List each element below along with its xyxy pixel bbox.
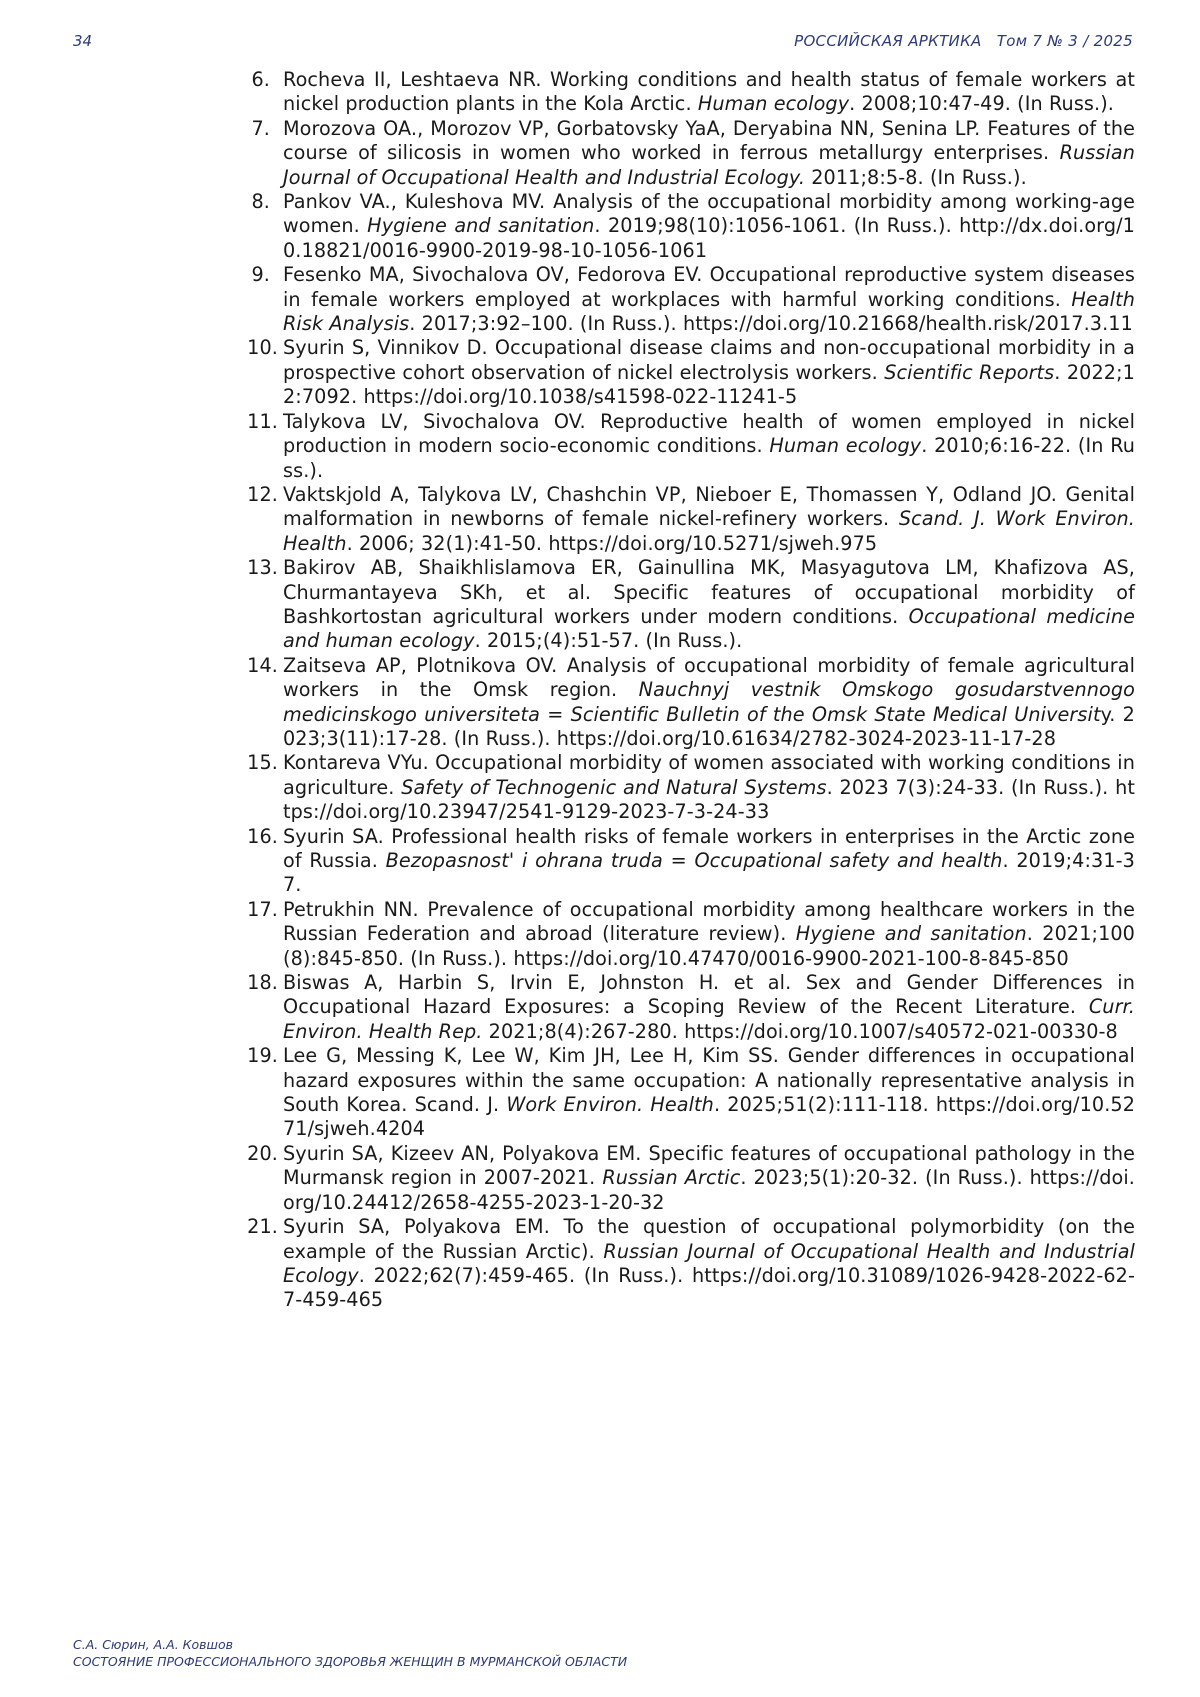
reference-journal: Hygiene and sanitation — [795, 922, 1027, 946]
running-header — [73, 32, 1133, 56]
reference-details: . 2023 7(3):24-33. (In Russ.). https://doi.org/10.23947/2541-9129-2023-7-3-24-33 — [283, 775, 1135, 824]
reference-item — [240, 483, 1135, 556]
reference-authors-title: Rocheva II, Leshtaeva NR. Working conditions and health status of female workers at nickel production plants in the Kola Arctic. — [283, 68, 1135, 116]
reference-number: 11. — [247, 409, 278, 433]
reference-journal: Russian Journal of Occupational Health and Industrial Ecology — [283, 1239, 1135, 1287]
reference-item — [240, 556, 1135, 654]
reference-authors-title: Syurin SA. Professional health risks of female workers in enterprises in the Arctic zone of Russia. — [283, 824, 1135, 872]
running-footer — [73, 1636, 973, 1670]
reference-journal: Human ecology — [697, 92, 850, 116]
reference-number: 14. — [247, 653, 278, 677]
reference-number: 20. — [247, 1141, 278, 1165]
reference-journal: Nauchnyj vestnik Omskogo gosudarstvennogo medicinskogo universiteta = Scientific Bulletin of the Omsk State Medical Universit — [283, 678, 1135, 726]
reference-journal: Russian Arctic — [602, 1166, 741, 1190]
reference-details: . 2019;4:31-37. — [283, 849, 1135, 897]
reference-journal: Safety of Technogenic and Natural Systems — [401, 775, 827, 799]
reference-authors-title: Syurin S, Vinnikov D. Occupational disease claims and non-occupational morbidity in a prospective cohort observation of nickel electrolysis workers. — [283, 336, 1135, 384]
reference-list — [240, 68, 1135, 1313]
reference-number: 15. — [247, 751, 278, 775]
reference-authors-title: Pankov VA., Kuleshova MV. Analysis of the occupational morbidity among working-age women. — [283, 190, 1135, 238]
reference-authors-title: Fesenko MA, Sivochalova OV, Fedorova EV. Occupational reproductive system diseases in female workers employed at workplaces with harmful working conditions. — [283, 263, 1135, 311]
reference-authors-title: Syurin SA, Polyakova EM. To the question of occupational polymorbidity (on the example of the Russian Arctic). — [283, 1215, 1135, 1263]
footer-article-title: СОСТОЯНИЕ ПРОФЕССИОНАЛЬНОГО ЗДОРОВЬЯ ЖЕНЩИН В МУРМАНСКОЙ ОБЛАСТИ — [73, 1654, 628, 1669]
footer-authors: С.А. Сюрин, А.А. Ковшов — [73, 1637, 233, 1652]
reference-item — [240, 898, 1135, 971]
reference-details: y. 2023;3(11):17-28. (In Russ.). https://doi.org/10.61634/2782-3024-2023-11-17-28 — [283, 702, 1135, 750]
reference-details: . 2023;5(1):20-32. (In Russ.). https://doi.org/10.24412/2658-4255-2023-1-20-32 — [283, 1166, 1135, 1214]
reference-authors-title: Talykova LV, Sivochalova OV. Reproductive health of women employed in nickel production in modern socio-economic conditions. — [283, 409, 1135, 458]
reference-item — [240, 825, 1135, 898]
reference-authors-title: Syurin SA, Kizeev AN, Polyakova EM. Specific features of occupational pathology in the Murmansk region in 2007-2021. — [283, 1141, 1135, 1190]
reference-number: 17. — [247, 897, 278, 921]
reference-details: . 2008;10:47-49. (In Russ.). — [849, 92, 1114, 116]
reference-details: . 2022;62(7):459-465. (In Russ.). https://doi.org/10.31089/1026-9428-2022-62-7-459-465 — [283, 1263, 1135, 1312]
reference-number: 9. — [251, 263, 270, 287]
reference-journal: Work Environ. Health — [506, 1093, 714, 1117]
reference-item — [240, 654, 1135, 752]
reference-authors-title: Lee G, Messing K, Lee W, Kim JH, Lee H, Kim SS. Gender differences in occupational hazard exposures within the same occupation: A nationally representative analysis in South Korea. Scand. J. — [283, 1044, 1135, 1117]
reference-details: 2021;8(4):267-280. https://doi.org/10.1007/s40572-021-00330-8 — [482, 1019, 1118, 1043]
reference-item — [240, 336, 1135, 409]
reference-item — [240, 263, 1135, 336]
reference-number: 13. — [247, 556, 278, 580]
reference-authors-title: Morozova OA., Morozov VP, Gorbatovsky YaA, Deryabina NN, Senina LP. Features of the course of silicosis in women who worked in ferrous metallurgy enterprises. — [283, 116, 1135, 165]
reference-details: . 2021;100 (8):845-850. (In Russ.). https://doi.org/10.47470/0016-9900-2021-100-8-845-850 — [283, 922, 1135, 970]
reference-item — [240, 410, 1135, 483]
reference-number: 7. — [251, 116, 270, 140]
reference-journal: Health Risk Analysis — [283, 287, 1135, 336]
reference-number: 10. — [247, 336, 278, 360]
reference-details: . 2017;3:92–100. (In Russ.). https://doi.org/10.21668/health.risk/2017.3.11 — [409, 312, 1133, 336]
reference-details: . 2006; 32(1):41-50. https://doi.org/10.5271/sjweh.975 — [346, 531, 878, 555]
reference-number: 8. — [251, 190, 270, 214]
reference-details: . 2019;98(10):1056-1061. (In Russ.). http://dx.doi.org/10.18821/0016-9900-2019-98-10-1056-1061 — [283, 214, 1135, 262]
reference-number: 6. — [251, 68, 270, 91]
reference-details: 2011;8:5-8. (In Russ.). — [805, 165, 1027, 189]
reference-journal: Scand. J. Work Environ. Health — [283, 507, 1135, 555]
reference-journal: Bezopasnost' i ohrana truda = Occupational safety and health — [385, 849, 1003, 872]
reference-details: . 2015;(4):51-57. (In Russ.). — [474, 629, 743, 653]
reference-authors-title: Kontareva VYu. Occupational morbidity of women associated with working conditions in agriculture. — [283, 751, 1135, 799]
reference-item — [240, 190, 1135, 263]
reference-item — [240, 1142, 1135, 1215]
reference-journal: Russian Journal of Occupational Health and Industrial Ecology. — [283, 141, 1135, 189]
page-number: 34 — [73, 32, 93, 50]
reference-item — [240, 117, 1135, 190]
journal-name: РОССИЙСКАЯ АРКТИКА Том 7 № 3 / 2025 — [794, 32, 1133, 50]
reference-number: 12. — [247, 482, 278, 506]
reference-item — [240, 68, 1135, 117]
reference-journal: Occupational medicine and human ecology — [283, 604, 1135, 653]
reference-authors-title: Bakirov AB, Shaikhlislamova ER, Gainullina MK, Masyagutova LM, Khafizova AS, Churmantayeva SKh, et al. Specific features of occupational morbidity of Bashkortostan agricultural workers under modern conditions. — [283, 556, 1135, 628]
reference-details: . 2010;6:16-22. (In Russ.). — [283, 434, 1136, 482]
reference-journal: Curr. Environ. Health Rep. — [283, 995, 1135, 1043]
reference-number: 21. — [247, 1215, 278, 1239]
reference-authors-title: Biswas A, Harbin S, Irvin E, Johnston H. et al. Sex and Gender Differences in Occupational Hazard Exposures: a Scoping Review of the Recent Literature. — [283, 971, 1135, 1019]
reference-journal: Human ecology — [769, 434, 922, 458]
reference-authors-title: Vaktskjold A, Talykova LV, Chashchin VP, Nieboer E, Thomassen Y, Odland JO. Genital malformation in newborns of female nickel-refinery workers. — [283, 482, 1135, 531]
reference-number: 18. — [247, 971, 278, 995]
reference-authors-title: Zaitseva AP, Plotnikova OV. Analysis of occupational morbidity of female agricultural workers in the Omsk region. — [283, 653, 1135, 702]
reference-authors-title: Petrukhin NN. Prevalence of occupational morbidity among healthcare workers in the Russian Federation and abroad (literature review). — [283, 897, 1135, 946]
reference-item — [240, 1044, 1135, 1142]
reference-item — [240, 751, 1135, 824]
reference-number: 16. — [247, 824, 278, 848]
reference-details: . 2025;51(2):111-118. https://doi.org/10.5271/sjweh.4204 — [283, 1093, 1136, 1141]
reference-item — [240, 1215, 1135, 1313]
reference-number: 19. — [247, 1044, 278, 1068]
reference-details: . 2022;12:7092. https://doi.org/10.1038/s41598-022-11241-5 — [283, 360, 1135, 409]
reference-journal: Scientific Reports — [884, 360, 1055, 384]
reference-journal: Hygiene and sanitation — [367, 214, 595, 238]
reference-item — [240, 971, 1135, 1044]
